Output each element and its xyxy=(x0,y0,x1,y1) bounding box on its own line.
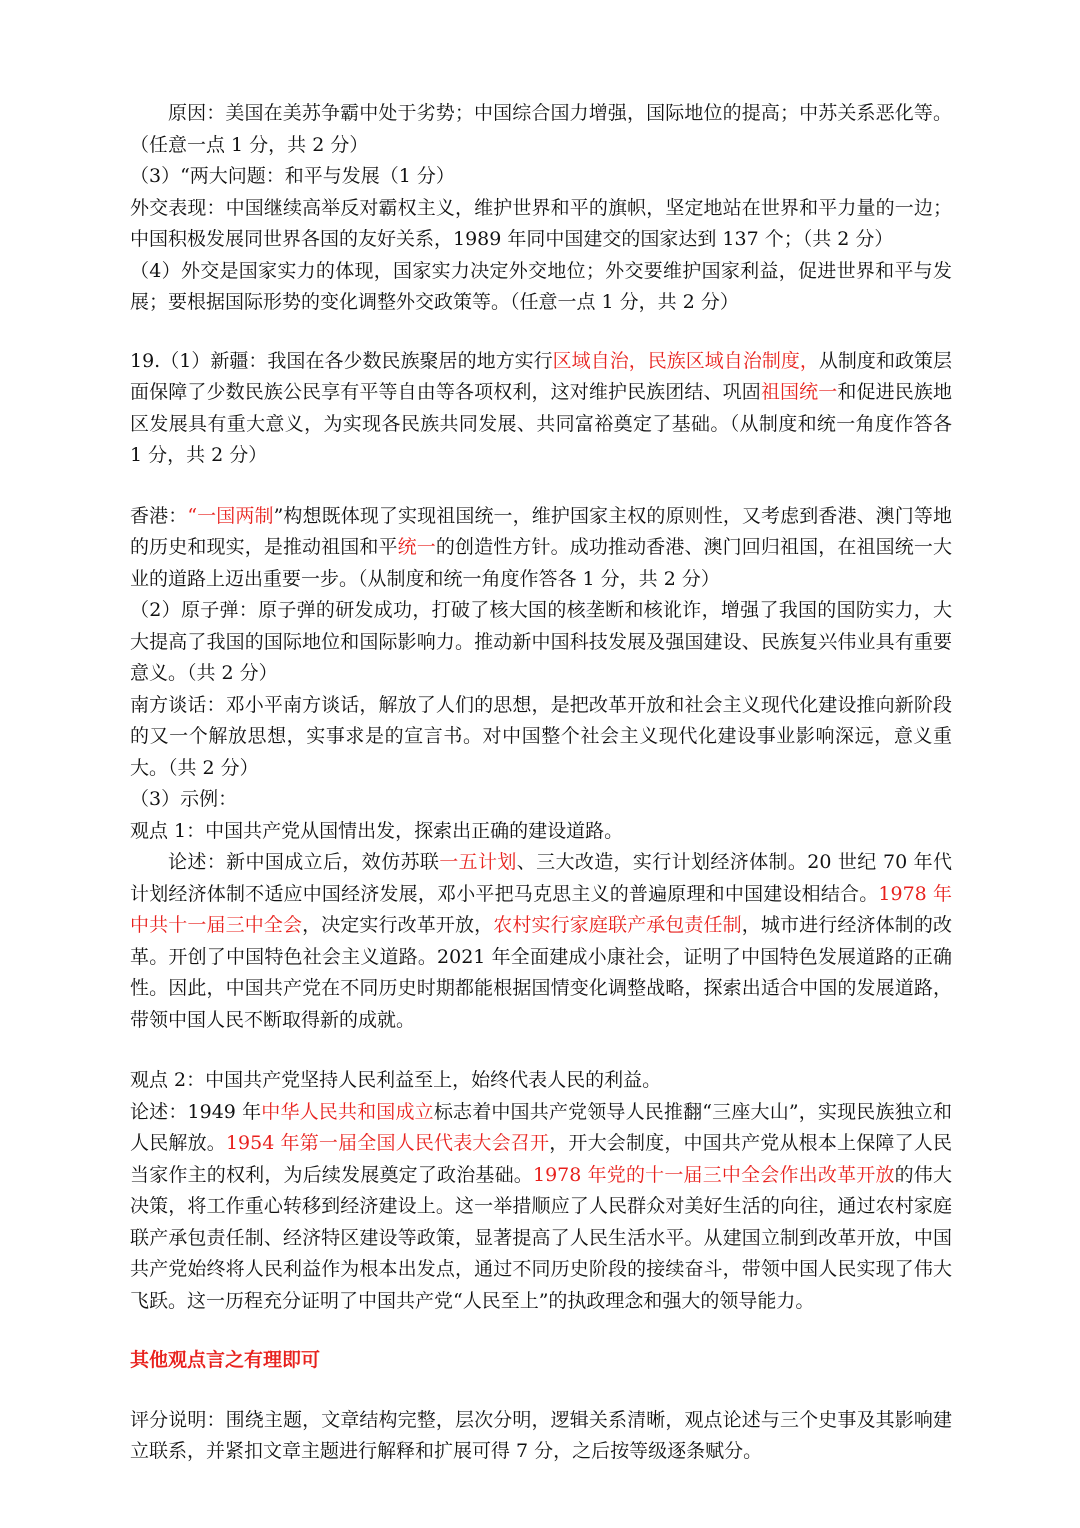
text-run: 的伟大决策，将工作重心转移到经济建设上。这一举措顺应了人民群众对美好生活的向往，通过农村家庭联产承包责任制、经济特区建设等政策，显著提高了人民生活水平。从建国立制到改革开放，中国共产党始终将人民利益作为根本出发点，通过不同历史阶段的接续奋斗，带领中国人民实现了伟大飞跃。这一历程充分证明了中国共产党“人民至上”的执政理念和强大的领导能力。 xyxy=(130,1163,952,1312)
paragraph-diplomacy xyxy=(130,193,952,256)
highlight-text: 区域自治，民族区域自治制度， xyxy=(552,349,819,372)
highlight-text: 一五计划 xyxy=(439,851,517,873)
highlight-text: 1978 年中共十一届三中全会 xyxy=(130,882,952,936)
text-run: 、三大改造，实行计划经济体制。20 世纪 70 年代计划经济体制不适应中国经济发展，邓小平把马克思主义的普遍原理和中国建设相结合。 xyxy=(130,851,952,905)
paragraph-hongkong xyxy=(130,501,952,596)
text-run: ，开大会制度，中国共产党从根本上保障了人民当家作主的权利，为后续发展奠定了政治基础。 xyxy=(130,1132,952,1186)
paragraph-q3-example xyxy=(130,784,952,816)
text-run: 评分说明：围绕主题，文章结构完整，层次分明，逻辑关系清晰，观点论述与三个史事及其影响建立联系，并紧扣文章主题进行解释和扩展可得 7 分，之后按等级逐条赋分。 xyxy=(130,1408,952,1462)
text-run: （3）“两大问题：和平与发展（1 分） xyxy=(130,165,455,187)
text-run: （2）原子弹：原子弹的研发成功，打破了核大国的核垄断和核讹诈，增强了我国的国防实力，大大提高了我国的国际地位和国际影响力。推动新中国科技发展及强国建设、民族复兴伟业具有重要意义。（共 2 分） xyxy=(130,599,952,684)
paragraph-scoring xyxy=(130,1405,952,1468)
paragraph-q19-1 xyxy=(130,346,952,472)
paragraph-gap xyxy=(130,1036,952,1065)
text-run: 从制度和政策层面保障了少数民族公民享有平等自由等各项权利，这对维护民族团结、巩固 xyxy=(130,349,952,403)
paragraph-south-talk xyxy=(130,690,952,785)
paragraph-reason xyxy=(130,98,952,161)
text-run: 和促进民族地区发展具有重大意义，为实现各民族共同发展、共同富裕奠定了基础。（从制度和统一角度作答各 1 分，共 2 分） xyxy=(130,381,952,466)
highlight-text: “一国两制 xyxy=(187,504,274,527)
text-run: 南方谈话：邓小平南方谈话，解放了人们的思想，是把改革开放和社会主义现代化建设推向新阶段的又一个解放思想，实事求是的宣言书。对中国整个社会主义现代化建设事业影响深远，意义重大。（共 2 分） xyxy=(130,693,952,779)
highlight-text: 统一 xyxy=(397,536,436,558)
paragraph-gap xyxy=(130,1317,952,1345)
text-run: （4）外交是国家实力的体现，国家实力决定外交地位；外交要维护国家利益，促进世界和平与发展；要根据国际形势的变化调整外交政策等。（任意一点 1 分，共 2 分） xyxy=(130,259,952,313)
text-run: 外交表现：中国继续高举反对霸权主义，维护世界和平的旗帜，坚定地站在世界和平力量的一边；中国积极发展同世界各国的友好关系，1989 年同中国建交的国家达到 137 个；（共 2 分） xyxy=(130,196,952,250)
highlight-text: 中华人民共和国成立 xyxy=(261,1100,434,1123)
paragraph-view2 xyxy=(130,1065,952,1097)
text-run: 香港： xyxy=(130,504,188,527)
text-run: 观点 2：中国共产党坚持人民利益至上，始终代表人民的利益。 xyxy=(130,1069,662,1091)
text-run: 论述：新中国成立后，效仿苏联 xyxy=(168,851,440,873)
paragraph-q3 xyxy=(130,161,952,193)
text-run: 标志着中国共产党领导人民推翻“三座大山”，实现民族独立和人民解放。 xyxy=(130,1100,952,1154)
paragraph-argue2 xyxy=(130,1097,952,1318)
text-run: ，决定实行改革开放， xyxy=(302,914,494,936)
text-run: 原因：美国在美苏争霸中处于劣势；中国综合国力增强，国际地位的提高；中苏关系恶化等。（任意一点 1 分，共 2 分） xyxy=(130,102,952,156)
paragraph-other-views xyxy=(130,1345,952,1377)
text-run: 观点 1：中国共产党从国情出发，探索出正确的建设道路。 xyxy=(130,819,624,842)
text-run: 论述：1949 年 xyxy=(130,1100,262,1123)
paragraph-gap xyxy=(130,472,952,501)
text-run: （3）示例： xyxy=(130,788,238,810)
paragraph-argue1 xyxy=(130,847,952,1036)
text-run: 的创造性方针。成功推动香港、澳门回归祖国，在祖国统一大业的道路上迈出重要一步。（从制度和统一角度作答各 1 分，共 2 分） xyxy=(130,536,952,590)
paragraph-view1 xyxy=(130,816,952,848)
highlight-text: 1978 年党的十一届三中全会作出改革开放 xyxy=(532,1163,895,1186)
text-run: ，城市进行经济体制的改革。开创了中国特色社会主义道路。2021 年全面建成小康社会，证明了中国特色发展道路的正确性。因此，中国共产党在不同历史时期都能根据国情变化调整战略，探索出适合中国的发展道路，带领中国人民不断取得新的成就。 xyxy=(130,914,952,1031)
text-run: 其他观点言之有理即可 xyxy=(130,1349,321,1371)
paragraph-gap xyxy=(130,319,952,346)
text-run: 19.（1）新疆：我国在各少数民族聚居的地方实行 xyxy=(130,349,553,372)
text-run: ”构想既体现了实现祖国统一，维护国家主权的原则性，又考虑到香港、澳门等地的历史和现实，是推动祖国和平 xyxy=(130,504,952,558)
paragraph-q4 xyxy=(130,256,952,319)
answer-document xyxy=(130,98,952,1468)
paragraph-q2 xyxy=(130,595,952,690)
highlight-text: 祖国统一 xyxy=(760,381,838,403)
highlight-text: 农村实行家庭联产承包责任制 xyxy=(493,914,742,936)
highlight-text: 1954 年第一届全国人民代表大会召开 xyxy=(225,1132,550,1154)
paragraph-gap xyxy=(130,1377,952,1405)
